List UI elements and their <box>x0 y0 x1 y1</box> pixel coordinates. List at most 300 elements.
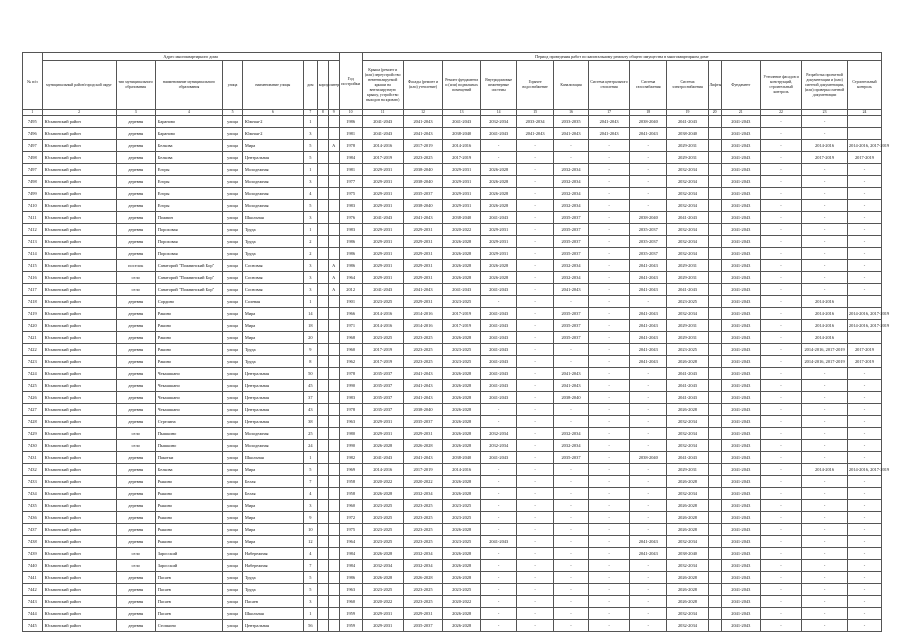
table-cell <box>317 500 328 512</box>
table-cell <box>328 248 339 260</box>
table-cell <box>708 596 721 608</box>
table-cell: 2041-2043 <box>721 512 760 524</box>
table-cell: 1964 <box>339 272 362 284</box>
table-cell: Молодежная <box>242 164 303 176</box>
column-number: 2 <box>42 110 116 116</box>
table-cell: - <box>760 308 801 320</box>
table-cell: Чекашшано <box>155 380 222 392</box>
table-cell: 2023-2025 <box>403 596 442 608</box>
table-cell: 2041-2043 <box>554 128 589 140</box>
table-cell: - <box>588 356 629 368</box>
table-cell: деревня <box>116 608 155 620</box>
table-cell: - <box>588 188 629 200</box>
table-cell: 2041-2043 <box>403 128 442 140</box>
table-cell: деревня <box>116 344 155 356</box>
table-cell <box>708 476 721 488</box>
table-cell: 2029-2031 <box>667 272 708 284</box>
table-cell: улица <box>223 236 243 248</box>
table-cell: 1959 <box>339 608 362 620</box>
table-cell: 7442 <box>23 584 43 596</box>
table-cell <box>328 440 339 452</box>
column-number: 21 <box>721 110 760 116</box>
table-cell <box>317 296 328 308</box>
table-cell: - <box>760 164 801 176</box>
table-cell: 2029-2031 <box>481 248 517 260</box>
table-cell: улица <box>223 140 243 152</box>
table-cell: 18 <box>303 320 317 332</box>
table-cell: Труда <box>242 584 303 596</box>
table-cell: - <box>847 584 881 596</box>
table-cell: 2041-2043 <box>721 164 760 176</box>
table-cell: - <box>554 488 589 500</box>
table-cell: 2017-2019 <box>847 356 881 368</box>
table-cell: 2026-2028 <box>443 380 481 392</box>
table-cell: - <box>802 260 848 272</box>
table-cell: 25 <box>303 428 317 440</box>
table-cell: - <box>847 500 881 512</box>
table-cell <box>708 164 721 176</box>
table-cell: улица <box>223 476 243 488</box>
table-cell <box>317 344 328 356</box>
table-cell: 5 <box>303 140 317 152</box>
table-cell: - <box>847 596 881 608</box>
table-cell: 7429 <box>23 428 43 440</box>
table-cell: - <box>802 392 848 404</box>
table-cell: 7436 <box>23 512 43 524</box>
table-cell: - <box>630 608 667 620</box>
table-cell: - <box>588 236 629 248</box>
table-cell: 5 <box>303 200 317 212</box>
table-cell: Юсьвинский район <box>42 164 116 176</box>
table-cell: - <box>760 416 801 428</box>
table-cell: 2041-2043 <box>667 212 708 224</box>
table-row <box>23 440 882 452</box>
table-cell: 7495 <box>23 116 43 128</box>
table-cell <box>708 524 721 536</box>
table-row <box>23 164 882 176</box>
table-cell: 7433 <box>23 476 43 488</box>
table-cell: 2029-2031 <box>403 272 442 284</box>
table-cell: - <box>802 188 848 200</box>
table-cell: - <box>760 548 801 560</box>
table-cell: 2032-2034 <box>667 428 708 440</box>
table-cell: Труда <box>242 248 303 260</box>
table-cell: Юсьвинский район <box>42 596 116 608</box>
table-cell: 7 <box>303 476 317 488</box>
table-cell: 2026-2028 <box>362 572 403 584</box>
table-cell: 2035-2037 <box>403 416 442 428</box>
table-row <box>23 296 882 308</box>
table-cell: - <box>554 596 589 608</box>
table-cell: - <box>588 392 629 404</box>
table-cell: Набережная <box>242 560 303 572</box>
table-cell: - <box>847 380 881 392</box>
table-cell: 4 <box>303 548 317 560</box>
table-cell: Юсьвинский район <box>42 260 116 272</box>
table-cell: улица <box>223 620 243 632</box>
table-cell: 2014-2016 <box>362 308 403 320</box>
col-header-18: Система газоснабжения <box>630 61 667 110</box>
table-cell: 1981 <box>339 128 362 140</box>
table-cell: 1978 <box>339 368 362 380</box>
table-cell: 2026-2028 <box>443 608 481 620</box>
table-cell: 2026-2028 <box>443 368 481 380</box>
table-cell: Ракино <box>155 344 222 356</box>
table-cell <box>328 572 339 584</box>
table-cell: 2017-2019 <box>403 140 442 152</box>
table-cell: улица <box>223 152 243 164</box>
col-header-23: Разработка проектной документации и (или) сметной документации, (или) проверка сметной документации <box>802 61 848 110</box>
column-number: 15 <box>517 110 554 116</box>
table-cell <box>708 128 721 140</box>
table-cell: 2035-2037 <box>362 392 403 404</box>
table-cell: 2041-2043 <box>588 128 629 140</box>
table-cell: Егоры <box>155 200 222 212</box>
table-cell: Центральная <box>242 380 303 392</box>
table-cell: - <box>760 200 801 212</box>
table-cell: 1986 <box>339 260 362 272</box>
table-cell: 7421 <box>23 332 43 344</box>
table-cell: 9 <box>303 512 317 524</box>
table-cell: - <box>630 620 667 632</box>
table-cell <box>708 512 721 524</box>
table-cell: 2032-2034 <box>403 488 442 500</box>
table-cell: 43 <box>303 404 317 416</box>
table-cell: деревня <box>116 176 155 188</box>
table-cell: - <box>554 476 589 488</box>
table-cell: улица <box>223 380 243 392</box>
table-cell: - <box>517 320 554 332</box>
table-cell: 7425 <box>23 380 43 392</box>
table-cell: - <box>517 152 554 164</box>
table-cell: Пожвин <box>155 212 222 224</box>
table-cell: - <box>760 188 801 200</box>
table-row <box>23 452 882 464</box>
table-cell: 2041-2043 <box>630 332 667 344</box>
table-cell: Пасаев <box>155 584 222 596</box>
table-cell <box>708 500 721 512</box>
table-cell <box>317 560 328 572</box>
table-cell: 3 <box>303 596 317 608</box>
table-cell: Заросский <box>155 560 222 572</box>
col-header-2: муниципальный район/городской округ <box>42 61 116 110</box>
table-row <box>23 584 882 596</box>
table-cell: - <box>847 188 881 200</box>
table-cell: 1 <box>303 224 317 236</box>
table-cell: - <box>630 368 667 380</box>
table-cell: 2041-2043 <box>481 320 517 332</box>
table-cell: 2029-2031 <box>362 428 403 440</box>
table-cell: Юсьвинский район <box>42 392 116 404</box>
table-row <box>23 284 882 296</box>
table-cell: - <box>847 512 881 524</box>
table-cell: деревня <box>116 488 155 500</box>
table-cell <box>328 152 339 164</box>
table-cell <box>317 536 328 548</box>
table-cell <box>328 560 339 572</box>
table-cell: 2032-2034 <box>667 308 708 320</box>
table-cell <box>328 188 339 200</box>
table-cell <box>708 248 721 260</box>
table-cell: 2035-2037 <box>362 368 403 380</box>
table-row <box>23 116 882 128</box>
table-cell <box>708 548 721 560</box>
table-cell <box>708 416 721 428</box>
table-cell: 2020-2022 <box>362 596 403 608</box>
table-cell: 2035-2037 <box>630 248 667 260</box>
table-cell: деревня <box>116 200 155 212</box>
table-cell: - <box>802 500 848 512</box>
table-cell: 2035-2037 <box>403 620 442 632</box>
table-cell: - <box>847 440 881 452</box>
table-cell <box>328 536 339 548</box>
table-cell: деревня <box>116 500 155 512</box>
table-cell: Чекашшано <box>155 368 222 380</box>
table-cell <box>328 620 339 632</box>
table-cell: 2017-2019 <box>443 320 481 332</box>
table-cell <box>317 380 328 392</box>
table-cell: 2026-2028 <box>481 260 517 272</box>
table-cell: Стрелина <box>155 416 222 428</box>
table-row <box>23 236 882 248</box>
table-cell: 7438 <box>23 536 43 548</box>
table-cell: 2041-2043 <box>554 368 589 380</box>
table-cell: - <box>588 224 629 236</box>
table-cell: - <box>760 368 801 380</box>
table-cell: 2041-2043 <box>721 116 760 128</box>
table-cell: - <box>630 500 667 512</box>
table-cell: 2041-2043 <box>721 284 760 296</box>
table-cell: 4 <box>303 188 317 200</box>
table-cell: Чекашшано <box>155 392 222 404</box>
table-row <box>23 608 882 620</box>
table-cell: - <box>760 296 801 308</box>
table-cell: Юсьвинский район <box>42 500 116 512</box>
table-cell: - <box>517 272 554 284</box>
table-row <box>23 476 882 488</box>
table-cell: 7443 <box>23 596 43 608</box>
table-cell: - <box>802 584 848 596</box>
table-cell: 56 <box>303 620 317 632</box>
table-cell: Пакотки <box>155 452 222 464</box>
column-number: 5 <box>223 110 243 116</box>
table-cell: - <box>517 500 554 512</box>
table-cell: - <box>802 548 848 560</box>
table-cell: 2035-2037 <box>403 188 442 200</box>
table-cell: - <box>760 488 801 500</box>
table-cell <box>317 392 328 404</box>
table-cell: Мира <box>242 536 303 548</box>
table-cell: Юсьвинский район <box>42 452 116 464</box>
table-cell: 2041-2043 <box>667 380 708 392</box>
table-cell: - <box>517 524 554 536</box>
table-cell: Труда <box>242 236 303 248</box>
table-cell: - <box>847 200 881 212</box>
table-row <box>23 464 882 476</box>
table-cell: - <box>760 500 801 512</box>
table-cell: Юсьвинский район <box>42 284 116 296</box>
table-cell <box>708 176 721 188</box>
table-cell: улица <box>223 524 243 536</box>
table-cell: 1986 <box>339 116 362 128</box>
table-cell: - <box>630 524 667 536</box>
table-cell: Белкова <box>155 140 222 152</box>
table-cell: 2041-2043 <box>362 284 403 296</box>
table-cell: - <box>588 464 629 476</box>
table-cell: 2029-2031 <box>481 236 517 248</box>
table-cell <box>708 296 721 308</box>
table-cell: 2041-2043 <box>362 116 403 128</box>
column-number: 8 <box>317 110 328 116</box>
table-cell: - <box>588 512 629 524</box>
table-cell: 1968 <box>339 332 362 344</box>
table-cell: - <box>802 488 848 500</box>
table-cell: - <box>481 608 517 620</box>
table-cell: 2026-2028 <box>481 164 517 176</box>
table-cell: 2041-2043 <box>721 152 760 164</box>
table-cell: Юсьвинский район <box>42 368 116 380</box>
table-cell: - <box>847 260 881 272</box>
table-cell <box>317 260 328 272</box>
table-cell <box>328 368 339 380</box>
table-cell: улица <box>223 248 243 260</box>
table-cell: 2035-2037 <box>554 224 589 236</box>
table-cell: 2014-2016, 2017-2019 <box>847 320 881 332</box>
table-cell: 2 <box>303 236 317 248</box>
table-cell: - <box>630 140 667 152</box>
table-cell: 2017-2019 <box>847 344 881 356</box>
table-cell: - <box>847 164 881 176</box>
table-cell: 2041-2043 <box>721 476 760 488</box>
table-cell: 2038-2040 <box>403 164 442 176</box>
table-cell: Рыкино <box>155 524 222 536</box>
table-cell: - <box>847 368 881 380</box>
table-cell: 2032-2034 <box>554 428 589 440</box>
table-cell: - <box>481 584 517 596</box>
table-cell: - <box>588 308 629 320</box>
table-cell: - <box>847 224 881 236</box>
table-cell: 2041-2043 <box>630 128 667 140</box>
table-cell: - <box>802 164 848 176</box>
table-cell: 2023-2025 <box>443 344 481 356</box>
table-cell <box>847 128 881 140</box>
table-cell: - <box>630 464 667 476</box>
table-cell <box>708 272 721 284</box>
table-cell: - <box>517 308 554 320</box>
table-cell: 2032-2034 <box>667 440 708 452</box>
table-cell: - <box>517 536 554 548</box>
table-cell: 2026-2028 <box>667 476 708 488</box>
table-cell: - <box>760 224 801 236</box>
col-header-24: Строительный контроль <box>847 61 881 110</box>
table-cell: 1958 <box>339 476 362 488</box>
table-cell: 2014-2016, 2017-2019 <box>847 140 881 152</box>
col-header-14: Внутридомовые инженерные системы <box>481 61 517 110</box>
col-header-7: дом <box>303 61 317 110</box>
table-cell: Бараново <box>155 128 222 140</box>
table-cell: - <box>481 512 517 524</box>
table-cell: 2041-2043 <box>721 356 760 368</box>
table-row <box>23 392 882 404</box>
table-cell <box>847 116 881 128</box>
table-cell: Юсьвинский район <box>42 212 116 224</box>
table-cell: - <box>517 212 554 224</box>
table-cell: Пороховая <box>155 248 222 260</box>
table-cell <box>708 344 721 356</box>
table-cell: 2014-2016 <box>362 140 403 152</box>
table-cell: Юсьвинский район <box>42 320 116 332</box>
table-cell: Юсьвинский район <box>42 536 116 548</box>
table-cell: 1966 <box>339 308 362 320</box>
column-number: 12 <box>403 110 442 116</box>
table-cell: - <box>554 620 589 632</box>
table-cell: 2041-2043 <box>362 128 403 140</box>
table-cell: 7439 <box>23 548 43 560</box>
table-cell: - <box>760 116 801 128</box>
table-cell <box>708 584 721 596</box>
table-row <box>23 416 882 428</box>
table-cell: 2029-2031 <box>403 428 442 440</box>
table-cell: 2032-2034 <box>667 248 708 260</box>
table-cell: Ракино <box>155 308 222 320</box>
table-cell: 2041-2043 <box>721 200 760 212</box>
col-header-17: Система центрального отопления <box>588 61 629 110</box>
table-cell: 2014-2016, 2017-2019 <box>847 308 881 320</box>
table-cell: 2017-2019 <box>362 152 403 164</box>
table-cell: - <box>517 332 554 344</box>
table-cell: 7410 <box>23 200 43 212</box>
table-cell: - <box>517 284 554 296</box>
table-cell: - <box>517 488 554 500</box>
table-cell: - <box>760 560 801 572</box>
table-cell: - <box>847 272 881 284</box>
table-cell <box>328 596 339 608</box>
table-cell: - <box>517 428 554 440</box>
col-header-9: литер <box>328 61 339 110</box>
table-cell: 2017-2019 <box>802 152 848 164</box>
table-cell: 2023-2025 <box>443 536 481 548</box>
table-cell: 1 <box>303 452 317 464</box>
table-cell: 2023-2025 <box>362 536 403 548</box>
table-cell: - <box>802 512 848 524</box>
table-cell: - <box>588 380 629 392</box>
table-cell: 2041-2043 <box>721 248 760 260</box>
table-cell: деревня <box>116 404 155 416</box>
table-cell: Молодежная <box>242 440 303 452</box>
table-cell: Пасаев <box>155 596 222 608</box>
table-cell: Южная-2 <box>242 116 303 128</box>
table-cell: 2029-2031 <box>362 200 403 212</box>
table-cell: 2041-2043 <box>721 524 760 536</box>
table-cell: 2041-2043 <box>481 536 517 548</box>
table-cell: 2023-2025 <box>362 584 403 596</box>
table-cell: - <box>802 284 848 296</box>
table-cell: - <box>760 272 801 284</box>
table-cell: Пышкино <box>155 440 222 452</box>
table-cell: - <box>481 596 517 608</box>
table-cell: - <box>802 536 848 548</box>
table-cell <box>328 452 339 464</box>
table-cell: 2041-2043 <box>721 488 760 500</box>
table-cell: 7424 <box>23 368 43 380</box>
table-cell: - <box>630 572 667 584</box>
table-cell: Юсьвинский район <box>42 560 116 572</box>
table-cell: 3 <box>303 284 317 296</box>
table-cell: - <box>760 596 801 608</box>
table-cell: 2026-2028 <box>443 620 481 632</box>
table-cell: - <box>630 164 667 176</box>
table-cell: - <box>517 344 554 356</box>
